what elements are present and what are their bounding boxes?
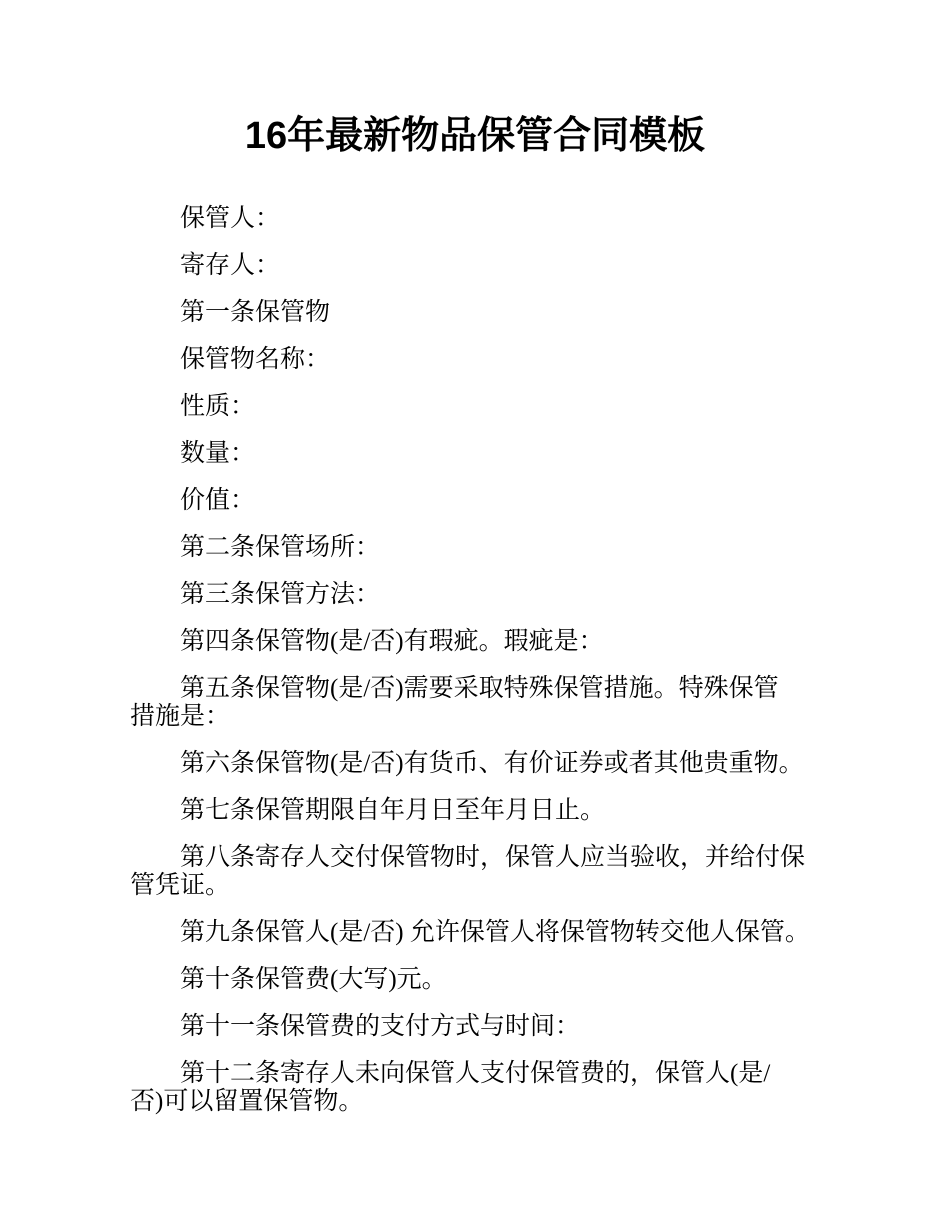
paragraph-line-first: 数量：	[180, 440, 256, 467]
paragraph	[130, 797, 842, 825]
paragraph	[130, 440, 842, 468]
paragraph	[130, 299, 842, 327]
paragraph-line-first: 第三条保管方法：	[180, 581, 381, 608]
paragraph	[130, 487, 842, 515]
paragraph	[130, 628, 842, 656]
paragraph	[130, 1060, 842, 1116]
paragraph-line-first: 性质：	[180, 393, 256, 420]
paragraph-line-first: 第八条寄存人交付保管物时，保管人应当验收，并给付保	[180, 844, 806, 871]
document-body	[130, 205, 842, 1116]
paragraph-line-wrap: 措施是：	[130, 703, 231, 730]
paragraph-line-first: 第二条保管场所：	[180, 534, 381, 561]
paragraph-line-first: 第五条保管物(是/否)需要采取特殊保管措施。特殊保管	[180, 675, 779, 702]
paragraph-line-first: 第九条保管人(是/否) 允许保管人将保管物转交他人保管。	[180, 919, 810, 946]
paragraph	[130, 534, 842, 562]
paragraph-line-first: 第十一条保管费的支付方式与时间：	[180, 1013, 581, 1040]
paragraph	[130, 750, 842, 778]
paragraph-line-first: 第七条保管期限自年月日至年月日止。	[180, 797, 606, 824]
paragraph	[130, 205, 842, 233]
paragraph	[130, 844, 842, 900]
paragraph-line-first: 保管人：	[180, 205, 281, 232]
paragraph-line-wrap: 管凭证。	[130, 872, 231, 899]
paragraph-line-first: 价值：	[180, 487, 256, 514]
paragraph	[130, 1013, 842, 1041]
paragraph-line-first: 第十条保管费(大写)元。	[180, 966, 447, 993]
paragraph	[130, 346, 842, 374]
paragraph-line-first: 保管物名称：	[180, 346, 331, 373]
paragraph	[130, 252, 842, 280]
paragraph-line-first: 第四条保管物(是/否)有瑕疵。瑕疵是：	[180, 628, 604, 655]
paragraph	[130, 966, 842, 994]
paragraph	[130, 675, 842, 731]
paragraph-line-first: 第十二条寄存人未向保管人支付保管费的，保管人(是/	[180, 1060, 771, 1087]
paragraph-line-first: 寄存人：	[180, 252, 281, 279]
paragraph-line-wrap: 否)可以留置保管物。	[130, 1088, 364, 1115]
paragraph	[130, 393, 842, 421]
paragraph	[130, 919, 842, 947]
document-title: 16年最新物品保管合同模板	[244, 115, 706, 157]
paragraph-line-first: 第一条保管物	[180, 299, 331, 326]
paragraph-line-first: 第六条保管物(是/否)有货币、有价证券或者其他贵重物。	[180, 750, 804, 777]
paragraph	[130, 581, 842, 609]
